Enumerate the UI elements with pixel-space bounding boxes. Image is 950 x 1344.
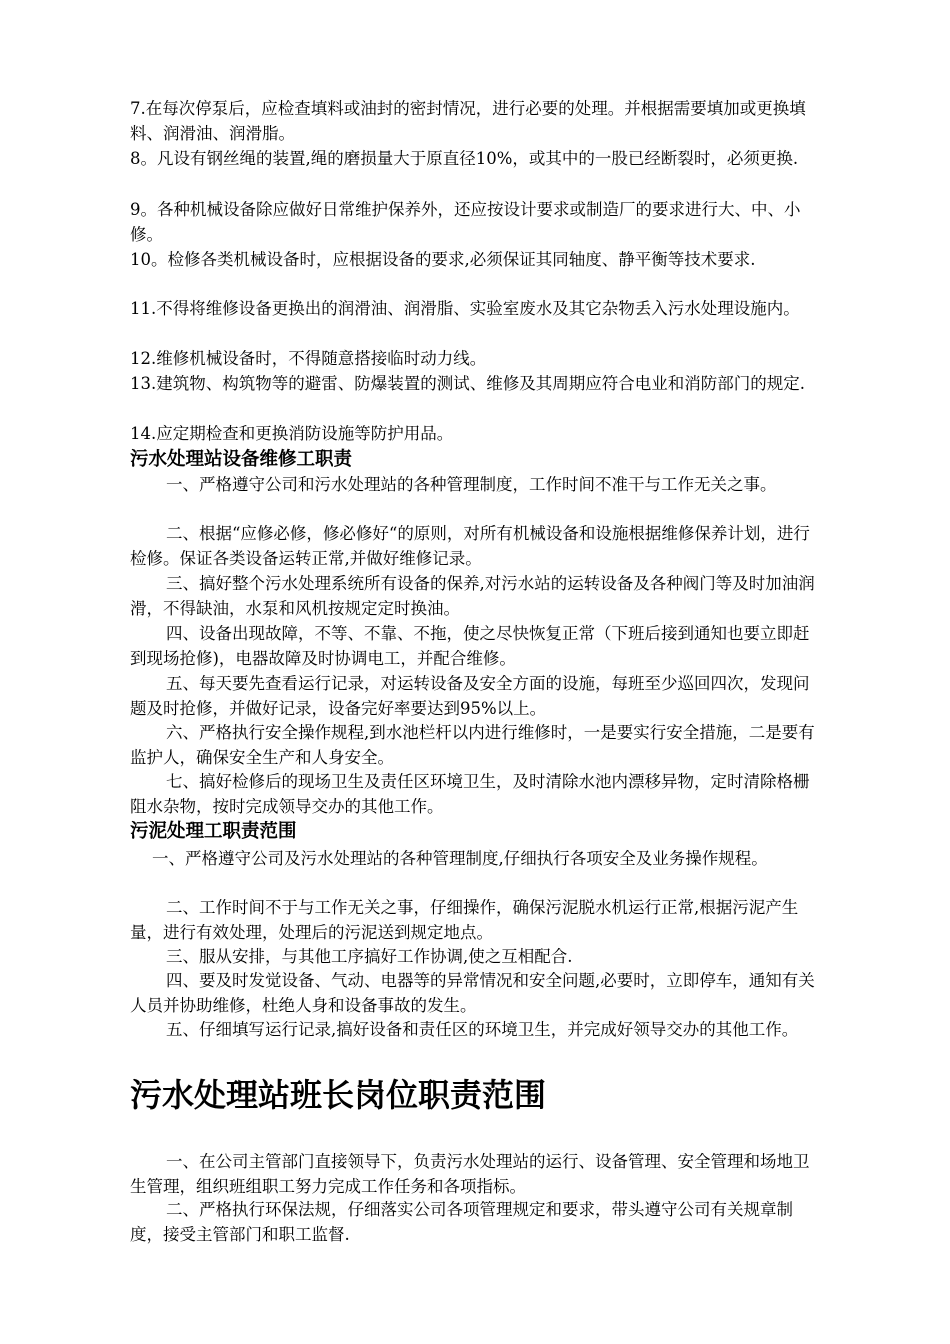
list-item-12: 12.维修机械设备时，不得随意搭接临时动力线。 [130,349,487,368]
section-title-team-leader: 污水处理站班长岗位职责范围 [130,1076,547,1114]
paragraph: 二、根据“应修必修，修必修好“的原则，对所有机械设备和设施根据维修保养计划，进行检修。保证各类设备运转正常,并做好维修记录。 [130,524,810,568]
paragraph: 三、服从安排，与其他工序搞好工作协调,使之互相配合. [166,947,573,966]
paragraph: 一、严格遵守公司和污水处理站的各种管理制度，工作时间不准干与工作无关之事。 [166,475,777,494]
paragraph: 四、要及时发觉设备、气动、电器等的异常情况和安全问题,必要时，立即停车，通知有关人员并协助维修，杜绝人身和设备事故的发生。 [130,971,815,1015]
list-item-13: 13.建筑物、构筑物等的避雷、防爆装置的测试、维修及其周期应符合电业和消防部门的规定. [130,374,805,393]
list-item-14: 14.应定期检查和更换消防设施等防护用品。 [130,424,454,443]
paragraph: 七、搞好检修后的现场卫生及责任区环境卫生，及时清除水池内漂移异物，定时清除格栅阻水杂物，按时完成领导交办的其他工作。 [130,772,810,816]
list-item-10: 10。检修各类机械设备时，应根据设备的要求,必须保证其同轴度、静平衡等技术要求. [130,250,756,269]
paragraph: 四、设备出现故障，不等、不靠、不拖，使之尽快恢复正常（下班后接到通知也要立即赶到现场抢修)，电器故障及时协调电工，并配合维修。 [130,624,810,668]
paragraph: 一、在公司主管部门直接领导下，负责污水处理站的运行、设备管理、安全管理和场地卫生管理，组织班组职工努力完成工作任务和各项指标。 [130,1152,810,1196]
section-title-sludge-treatment: 污泥处理工职责范围 [130,821,297,842]
paragraph: 三、搞好整个污水处理系统所有设备的保养,对污水站的运转设备及各种阀门等及时加油润滑，不得缺油，水泵和风机按规定定时换油。 [130,574,815,618]
list-item-11: 11.不得将维修设备更换出的润滑油、润滑脂、实验室废水及其它杂物丢入污水处理设施内。 [130,299,800,318]
section-title-equipment-repair: 污水处理站设备维修工职责 [130,449,353,470]
paragraph: 二、工作时间不于与工作无关之事，仔细操作，确保污泥脱水机运行正常,根据污泥产生量，进行有效处理，处理后的污泥送到规定地点。 [130,898,799,942]
paragraph: 二、严格执行环保法规，仔细落实公司各项管理规定和要求，带头遵守公司有关规章制度，接受主管部门和职工监督. [130,1200,793,1244]
paragraph: 五、每天要先查看运行记录，对运转设备及安全方面的设施，每班至少巡回四次，发现问题及时抢修，并做好记录，设备完好率要达到95%以上。 [130,674,810,718]
paragraph: 一、严格遵守公司及污水处理站的各种管理制度,仔细执行各项安全及业务操作规程。 [152,849,768,868]
paragraph: 六、严格执行安全操作规程,到水池栏杆以内进行维修时，一是要实行安全措施，二是要有监护人，确保安全生产和人身安全。 [130,723,815,767]
list-item-7: 7.在每次停泵后，应检查填料或油封的密封情况，进行必要的处理。并根据需要填加或更换填料、润滑油、润滑脂。 [130,99,806,143]
list-item-8: 8。凡设有钢丝绳的装置,绳的磨损量大于原直径10%，或其中的一股已经断裂时，必须更换. [130,149,799,168]
list-item-9: 9。各种机械设备除应做好日常维护保养外，还应按设计要求或制造厂的要求进行大、中、小修。 [130,200,801,244]
paragraph: 五、仔细填写运行记录,搞好设备和责任区的环境卫生，并完成好领导交办的其他工作。 [166,1020,799,1039]
